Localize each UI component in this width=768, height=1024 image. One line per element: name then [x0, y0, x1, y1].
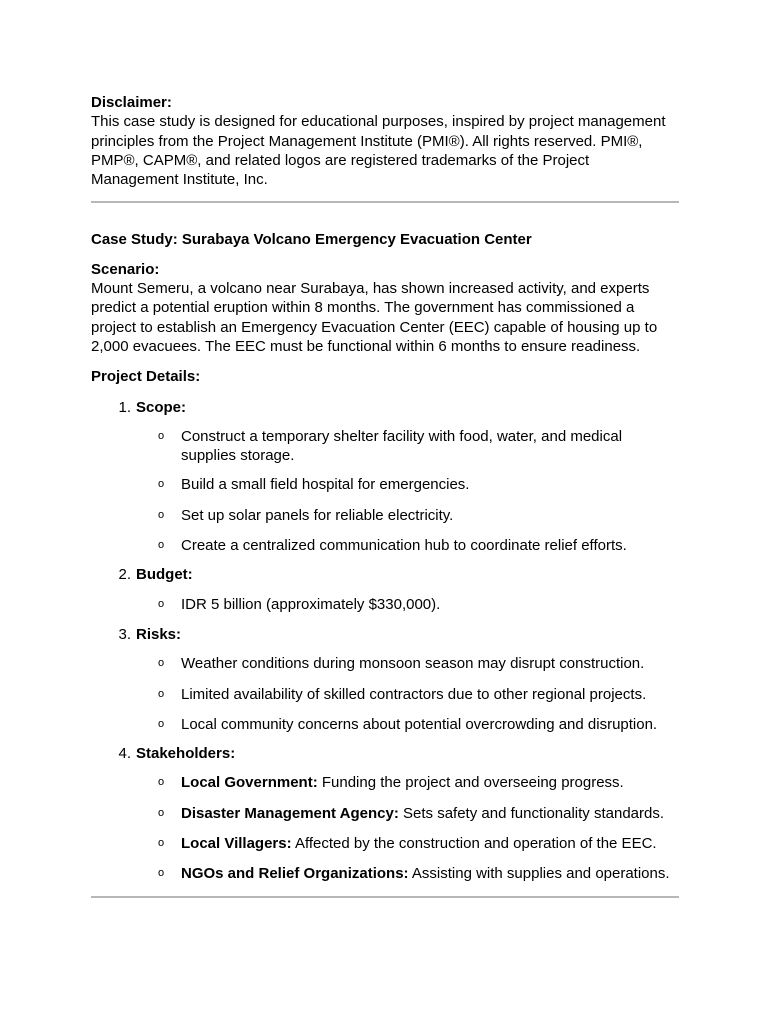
list-label-budget: Budget: [136, 566, 193, 584]
bullet-icon: o [158, 657, 165, 670]
bullet-icon: o [158, 539, 165, 552]
list-number: 4. [118, 745, 131, 763]
bullet-icon: o [158, 478, 165, 491]
scope-bullet: o Construct a temporary shelter facility with food, water, and medical supplies storage. [158, 427, 623, 465]
case-study-title: Case Study: Surabaya Volcano Emergency Evacuation Center [91, 231, 532, 249]
bullet-icon: o [158, 429, 165, 442]
bullet-icon: o [158, 717, 165, 730]
risks-bullet: o Limited availability of skilled contractors due to other regional projects. [158, 685, 647, 703]
bullet-icon: o [158, 776, 165, 789]
list-number: 2. [118, 566, 131, 584]
bullet-icon: o [158, 687, 165, 700]
divider-top [91, 201, 679, 203]
stakeholder-bullet: o Local Villagers: Affected by the construction and operation of the EEC. [158, 835, 657, 853]
scope-bullet: o Create a centralized communication hub to coordinate relief efforts. [158, 537, 627, 555]
scenario-heading: Scenario: [91, 260, 160, 278]
scope-bullet: o Set up solar panels for reliable electricity. [158, 506, 454, 524]
list-number: 3. [118, 625, 131, 643]
list-label-stakeholders: Stakeholders: [136, 745, 236, 763]
bullet-icon: o [158, 867, 165, 880]
list-label-risks: Risks: [136, 625, 182, 643]
divider-bottom [91, 896, 679, 898]
list-item-scope [91, 398, 679, 417]
disclaimer-heading: Disclaimer: [91, 94, 172, 111]
document-content [91, 93, 679, 898]
list-item-stakeholders [91, 744, 679, 763]
risks-bullet: o Weather conditions during monsoon season may disrupt construction. [158, 655, 645, 673]
bullet-icon: o [158, 806, 165, 819]
stakeholder-bullet: o Local Government: Funding the project and overseeing progress. [158, 774, 624, 792]
stakeholder-bullet: o Disaster Management Agency: Sets safety and functionality standards. [158, 804, 665, 822]
bullet-icon: o [158, 597, 165, 610]
list-item-risks [91, 625, 679, 644]
bullet-icon: o [158, 837, 165, 850]
list-item-budget [91, 565, 679, 584]
disclaimer-text: This case study is designed for educational purposes, inspired by project management principles from the Project Management Institute (PMI®). All rights reserved. PMI®, PMP®, CAPM®, and related logos are registered trademarks of the Project Management Institute, Inc. [91, 113, 666, 189]
project-details-heading: Project Details: [91, 368, 201, 386]
stakeholder-bullet: o NGOs and Relief Organizations: Assisting with supplies and operations. [158, 865, 670, 883]
risks-bullet: o Local community concerns about potential overcrowding and disruption. [158, 715, 658, 733]
scenario-block [91, 260, 679, 356]
disclaimer-block [91, 93, 679, 189]
bullet-icon: o [158, 508, 165, 521]
budget-bullet: o IDR 5 billion (approximately $330,000). [158, 595, 441, 613]
scenario-text: Mount Semeru, a volcano near Surabaya, has shown increased activity, and experts predict a potential eruption within 8 months. The government has commissioned a project to establish an Emergency Evacuation Center (EEC) capable of housing up to 2,000 evacuees. The EEC must be functional within 6 months to ensure readiness. [91, 280, 658, 355]
list-label-scope: Scope: [136, 398, 187, 416]
list-number: 1. [118, 398, 131, 416]
scope-bullet: o Build a small field hospital for emergencies. [158, 476, 470, 494]
